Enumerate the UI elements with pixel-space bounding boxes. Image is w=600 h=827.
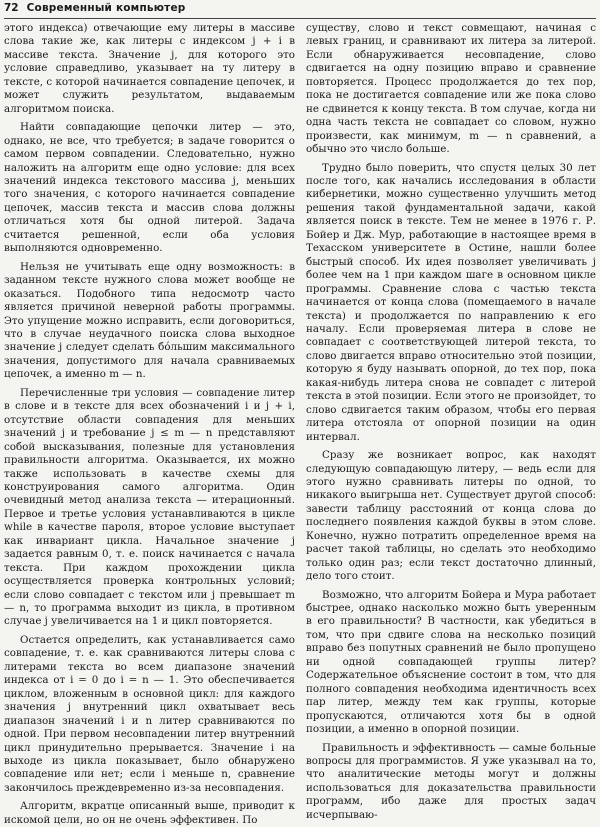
right-column [306,22,596,821]
paragraph: Сразу же возникает вопрос, как находят следующую совпадающую литеру, — ведь если для этого нужно сравнивать литеры по одной, то никакого выигрыша нет. Существует другой способ: завести таблицу расстояний от конца слова до последнего появления каждой буквы в этом слове. Конечно, нужно потратить определенное время на расчет такой таблицы, но сделать это необходимо только один раз; если текст достаточно длинный, дело того стоит. [306,449,596,583]
paragraph: этого индекса) отвечающие ему литеры в массиве слова такие же, как литеры с индексом j + i в массиве текста. Значение j, для которого это условие справедливо, указывает на ту литеру в тексте, с которой начинается совпадение цепочек, и может служить результатом, выдаваемым алгоритмом поиска. [4,22,295,115]
running-header [4,2,596,19]
paragraph: Трудно было поверить, что спустя целых 30 лет после того, как начались исследования в области кибернетики, можно существенно улучшить метод решения такой фундаментальной задачи, какой является поиск в тексте. Тем не менее в 1976 г. Р. Бойер и Дж. Мур, работающие в настоящее время в Техасском университете в Остине, нашли более быстрый способ. Их идея позволяет увеличивать j более чем на 1 при каждом шаге в основном цикле программы. Сравнение слова с частью текста начинается от конца слова (помещаемого в начале текста) и продолжается по направлению к его началу. Если проверяемая литера в слове не совпадает с соответствующей литерой текста, то слово двигается вправо относительно этой позиции, которую я буду называть опорной, до тех пор, пока какая-нибудь литера снова не совпадет с литерой текста в этой позиции. Если этого не произойдет, то слово сдвигается таким образом, чтобы его первая литера отстояла от опорной позиции на один интервал. [306,161,596,443]
paragraph: существу, слово и текст совмещают, начиная с левых границ, и сравнивают их литера за литерой. Если обнаруживается несовпадение, слово сдвигается на одну позицию вправо и сравнение повторяется. Процесс продолжается до тех пор, пока не достигается совпадение или же пока слово не сдвинется к концу текста. В том случае, когда ни одна часть текста не совпадает со словом, нужно произвести, как минимум, m — n сравнений, а обычно это число больше. [306,22,596,156]
paragraph: Возможно, что алгоритм Бойера и Мура работает быстрее, однако насколько можно быть уверенным в его правильности? В частности, как убедиться в том, что при сдвиге слова на несколько позиций вправо без попутных сравнений не было пропущено ни одной совпадающей группы литер? Содержательное объяснение состоит в том, что для полного совпадения необходима идентичность всех пар литер, между тем как группы, которые пропускаются, отличаются хотя бы в одной позиции, а именно в опорной позиции. [306,588,596,736]
paragraph: Алгоритм, вкратце описанный выше, приводит к искомой цели, но он не очень эффективен. По [4,800,295,826]
paragraph: Найти совпадающие цепочки литер — это, однако, не все, что требуется; в задаче говорится о самом первом совпадении. Следовательно, нужно наложить на алгоритм еще одно условие: для всех значений индекса текстового массива j, меньших того значения, с которого начинается совпадение цепочек, массив текста и массив слова должны отличаться хотя бы одной литерой. Задача считается решенной, если оба условия выполняются одновременно. [4,121,295,255]
running-title: Современный компьютер [26,2,186,14]
left-column [4,22,295,826]
paragraph: Остается определить, как устанавливается само совпадение, т. е. как сравниваются литеры слова с литерами текста во всем диапазоне значений индекса от i = 0 до i = n — 1. Это обеспечивается циклом, вложенным в основной цикл: для каждого значения j внутренний цикл охватывает весь диапазон значений i и n литер сравниваются по одной. При первом несовпадении литер внутренний цикл принудительно прерывается. Значение i на выходе из цикла показывает, было обнаружено совпадение или нет; если i меньше n, сравнение закончилось преждевременно из-за несовпадения. [4,633,295,794]
paragraph: Перечисленные три условия — совпадение литер в слове и в тексте для всех обозначений i и j + i, отсутствие области совпадения для меньших значений j и требование j ≤ m — n представляют собой высказывания, полезные для установления правильности алгоритма. Оказывается, их можно также использовать в качестве схемы для конструирования самого алгоритма. Один очевидный метод анализа текста — итерационный. Первое и третье условия устанавливаются в цикле while в качестве пароля, второе условие выступает как инвариант цикла. Начальное значение j задается равным 0, т. е. поиск начинается с начала текста. При каждом прохождении цикла осуществляется проверка контрольных условий; если слово совпадает с текстом или j превышает m — n, то программа выходит из цикла, в противном случае j увеличивается на 1 и цикл повторяется. [4,386,295,628]
page-number: 72 [4,2,19,14]
paragraph: Нельзя не учитывать еще одну возможность: в заданном тексте нужного слова может вообще не оказаться. Подобного типа недосмотр часто является причиной неверной работы программы. Это упущение можно исправить, если договориться, что в случае неудачного поиска слова выходное значение j следует сделать бо́льшим максимального значения, допустимого для начала сравниваемых цепочек, а именно m — n. [4,260,295,381]
paragraph: Правильность и эффективность — самые больные вопросы для программистов. Я уже указывал на то, что аналитические методы могут и должны использоваться для доказательства правильности программ, ибо даже для простых задач исчерпываю- [306,741,596,821]
